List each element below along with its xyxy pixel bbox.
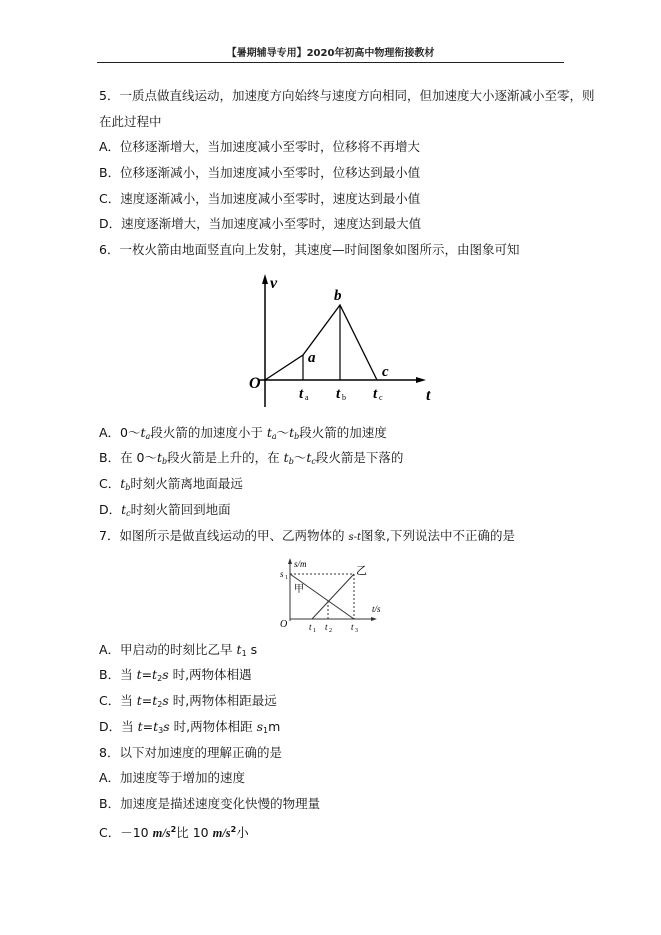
svg-text:a: a xyxy=(308,350,316,366)
v-axis-arrow xyxy=(262,274,268,284)
q8-option-a: A．加速度等于增加的速度 xyxy=(99,770,246,785)
q7-option-c: C．当 $t=t_2s$ 时,两物体相距最远 xyxy=(99,693,277,709)
svg-text:t: t xyxy=(336,386,341,402)
q8-stem: 8．以下对加速度的理解正确的是 xyxy=(99,745,282,760)
svg-text:O: O xyxy=(249,375,261,392)
velocity-time-graph xyxy=(240,268,440,413)
q5-option-b: B．位移逐渐减小，当加速度减小至零时，位移达到最小值 xyxy=(99,165,421,180)
q5-stem-cont: 在此过程中 xyxy=(99,114,162,129)
velocity-line xyxy=(265,305,377,380)
svg-text:3: 3 xyxy=(355,628,358,634)
svg-text:c: c xyxy=(382,364,389,380)
header-rule xyxy=(97,62,564,63)
svg-text:b: b xyxy=(342,393,346,402)
jia-line xyxy=(290,574,354,619)
svg-text:2: 2 xyxy=(329,628,332,634)
svg-text:t/s: t/s xyxy=(372,604,381,614)
q7-option-a: A．甲启动的时刻比乙早 $t_1$ s xyxy=(99,642,258,658)
svg-text:a: a xyxy=(305,393,309,402)
q5-option-c: C．速度逐渐减小，当加速度减小至零时，速度达到最小值 xyxy=(99,191,421,206)
q6-option-a: A．$0\sim t_a$段火箭的加速度小于 $t_a\sim t_b$段火箭的加速度 xyxy=(99,425,387,441)
q7-stem: 7．如图所示是做直线运动的甲、乙两物体的 s-t图象,下列说法中不正确的是 xyxy=(99,528,515,543)
q6-option-c: C．$t_b$时刻火箭离地面最远 xyxy=(99,476,243,492)
svg-text:t: t xyxy=(351,622,354,632)
svg-text:甲: 甲 xyxy=(294,584,304,595)
svg-text:1: 1 xyxy=(313,628,316,634)
q7-option-b: B．当 $t=t_2s$ 时,两物体相遇 xyxy=(99,667,252,683)
q8-option-c: C．－10 $m/s^2$比 10 $m/s^2$小 xyxy=(99,825,249,841)
svg-text:b: b xyxy=(334,288,342,304)
svg-text:乙: 乙 xyxy=(356,565,367,577)
q6-option-d: D．$t_c$时刻火箭回到地面 xyxy=(99,502,231,518)
q7-option-d: D．当 $t=t_3s$ 时,两物体相距 $s_1m$ xyxy=(99,719,281,735)
displacement-time-graph xyxy=(268,555,393,635)
svg-text:c: c xyxy=(379,393,383,402)
q6-stem: 6．一枚火箭由地面竖直向上发射，其速度—时间图象如图所示，由图象可知 xyxy=(99,242,520,257)
svg-text:s/m: s/m xyxy=(294,559,307,569)
t-axis-arrow xyxy=(416,377,426,383)
svg-text:O: O xyxy=(280,619,288,630)
q8-option-b: B．加速度是描述速度变化快慢的物理量 xyxy=(99,796,321,811)
yi-line xyxy=(312,574,354,619)
svg-text:t: t xyxy=(373,386,378,402)
svg-text:s: s xyxy=(280,569,284,579)
svg-text:t: t xyxy=(325,622,328,632)
svg-text:t: t xyxy=(309,622,312,632)
page-header: 【暑期辅导专用】2020年初高中物理衔接教材 xyxy=(226,48,435,59)
svg-text:1: 1 xyxy=(285,575,288,581)
q5-option-a: A．位移逐渐增大，当加速度减小至零时，位移将不再增大 xyxy=(99,139,421,154)
svg-text:v: v xyxy=(270,275,278,292)
q6-option-b: B．在 $0\sim t_b$段火箭是上升的，在 $t_b\sim t_c$段火箭是下落的 xyxy=(99,450,404,466)
q5-option-d: D．速度逐渐增大，当加速度减小至零时，速度达到最大值 xyxy=(99,216,422,231)
q5-stem: 5．一质点做直线运动，加速度方向始终与速度方向相同，但加速度大小逐渐减小至零，则 xyxy=(99,88,595,103)
svg-text:t: t xyxy=(426,387,431,404)
svg-text:t: t xyxy=(299,386,304,402)
